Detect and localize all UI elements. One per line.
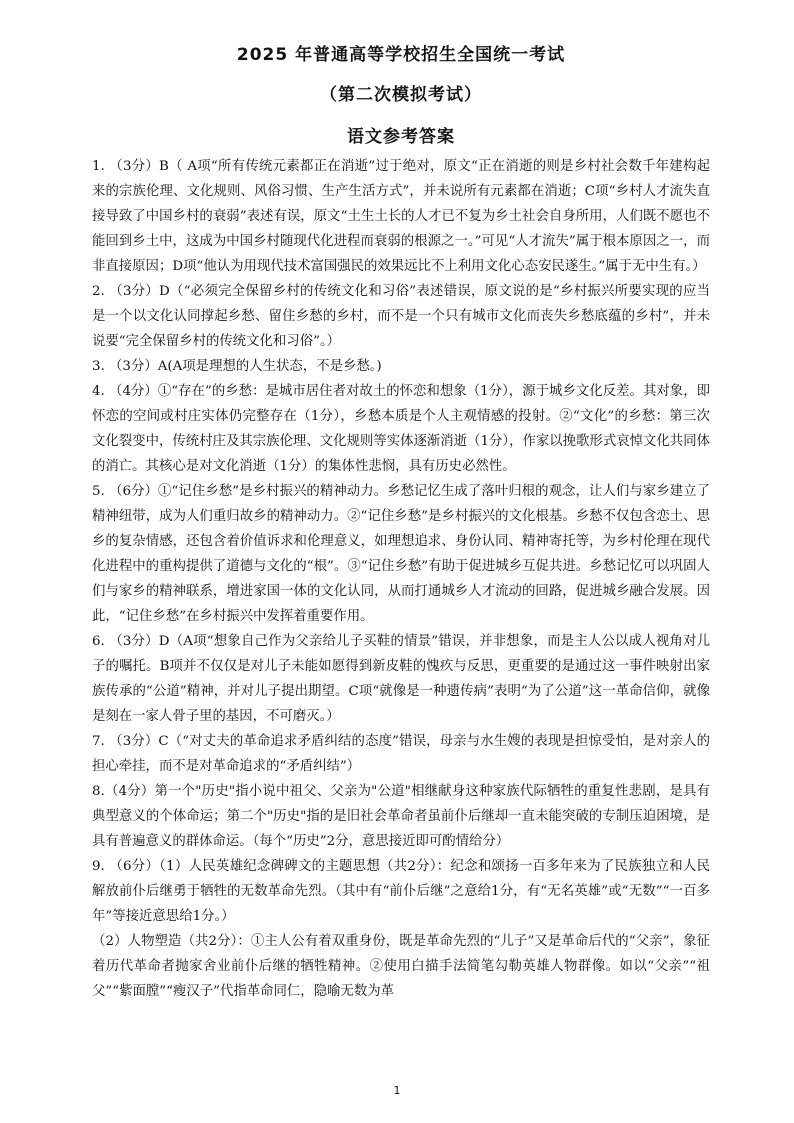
answer-5: 5. （6分）①“记住乡愁”是乡村振兴的精神动力。乡愁记忆生成了落叶归根的观念，让人们与家乡建立了精神纽带，成为人们重归故乡的精神动力。②“记住乡愁”是乡村振兴的文化根基。乡愁不仅包含恋土、思乡的复杂情感，还包含着价值诉求和伦理意义，如理想追求、身份认同、精神寄托等，为乡村伦理在现代化进程中的重构提供了道德与文化的“根”。③“记住乡愁”有助于促进城乡互促共进。乡愁记忆可以巩固人们与家乡的精神联系，增进家国一体的文化认同，从而打通城乡人才流动的回路，促进城乡融合发展。因此，“记住乡愁”在乡村振兴中发挥着重要作用。 — [92, 484, 710, 624]
answer-document — [92, 38, 710, 1004]
answer-2: 2. （3分）D（“必须完全保留乡村的传统文化和习俗”表述错误，原文说的是“乡村振兴所要实现的应当是一个以文化认同撑起乡愁、留住乡愁的乡村，而不是一个只有城市文化而丧失乡愁底蕴的乡村”，并未说要“完全保留乡村的传统文化和习俗”。） — [92, 284, 710, 349]
answer-3: 3. （3分）A(A项是理想的人生状态，不是乡愁。) — [92, 359, 382, 374]
answer-6: 6. （3分）D（A项“想象自己作为父亲给儿子买鞋的情景”错误，并非想象，而是主人公以成人视角对儿子的嘱托。B项并不仅仅是对儿子未能如愿得到新皮鞋的愧疚与反思，更重要的是通过这一事件映射出家族传承的“公道”精神，并对儿子提出期望。C项“就像是一种遗传病”表明“为了公道”这一革命信仰，就像是刻在一家人骨子里的基因，不可磨灭。） — [92, 634, 710, 724]
document-title: 语文参考答案 — [347, 127, 455, 147]
answer-7: 7. （3分）C（“对丈夫的革命追求矛盾纠结的态度”错误，母亲与水生嫂的表现是担惊受怕，是对亲人的担心牵挂，而不是对革命追求的“矛盾纠结”） — [92, 734, 710, 774]
answer-9-part-1: 9. （6分）（1）人民英雄纪念碑碑文的主题思想（共2分）：纪念和颂扬一百多年来为了民族独立和人民解放前仆后继勇于牺牲的无数革命先烈。（其中有“前仆后继”之意给1分，有“无名英雄”或“无数”“一百多年”等接近意思给1分。） — [92, 859, 710, 924]
answer-9-part-2: （2）人物塑造（共2分）：①主人公有着双重身份，既是革命先烈的“儿子”又是革命后代的“父亲”，象征着历代革命者抛家舍业前仆后继的牺牲精神。②使用白描手法简笔勾勒英雄人物群像。如以“父亲”“祖父”“紫面膛”“瘦汉子”代指革命同仁，隐喻无数为革 — [92, 934, 710, 999]
exam-title: 2025 年普通高等学校招生全国统一考试 — [236, 45, 566, 65]
answer-4: 4. （4分）①“存在”的乡愁：是城市居住者对故土的怀恋和想象（1分），源于城乡文化反差。其对象，即怀恋的空间或村庄实体仍完整存在（1分），乡愁本质是个人主观情感的投射。②“文化”的乡愁：第三次文化裂变中，传统村庄及其宗族伦理、文化规则等实体逐渐消逝（1分），作家以挽歌形式哀悼文化共同体的消亡。其核心是对文化消逝（1分）的集体性悲悯，具有历史必然性。 — [92, 384, 710, 474]
exam-subtitle: （第二次模拟考试） — [320, 85, 482, 105]
answer-8: 8.（4分）第一个"历史"指小说中祖父、父亲为"公道"相继献身这种家族代际牺牲的重复性悲剧，是具有典型意义的个体命运；第二个"历史"指的是旧社会革命者虽前仆后继却一直未能突破的专制压迫困境，是具有普遍意义的群体命运。（每个“历史”2分，意思接近即可酌情给分） — [92, 784, 710, 849]
page-number: 1 — [393, 1084, 401, 1097]
answer-1: 1. （3分）B（ A项“所有传统元素都正在消逝”过于绝对，原文“正在消逝的则是乡村社会数千年建构起来的宗族伦理、文化规则、风俗习惯、生产生活方式”，并未说所有元素都在消逝；C项“乡村人才流失直接导致了中国乡村的衰弱”表述有误，原文“土生土长的人才已不复为乡土社会自身所用，人们既不愿也不能回到乡土中，这成为中国乡村随现代化进程而衰弱的根源之一。”可见“人才流失”属于根本原因之一，而非直接原因；D项“他认为用现代技术富国强民的效果远比不上利用文化心态安民遂生。”属于无中生有。） — [92, 159, 710, 274]
